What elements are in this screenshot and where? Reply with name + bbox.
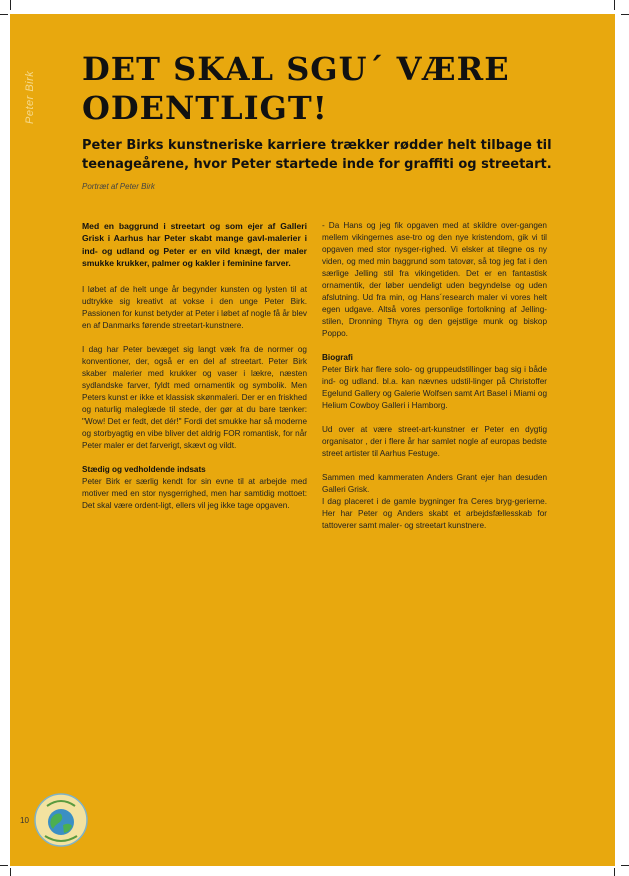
magazine-page: [10, 14, 615, 866]
body-paragraph: I dag har Peter bevæget sig langt væk fra de normer og konventioner, der, også er en del af streetart. Peter Birk skaber malerier med krukker og vaser i lækre, næsten sydlandske farver, fyldt med ornamentik og symbolik. Men Peters kunst er ikke et klassisk skønmaleri. Der er en friskhed og naturlig maleglæde til stede, der gør at du bare tænker: "Wow! Det er fedt, det dér!" Fordi det smukke har så moderne og storbyagtig en vibe bliver det aldrig FOR romantisk, for når Peter maler er det farverigt, skævt og vildt.: [82, 344, 307, 450]
body-paragraph: Ud over at være street-art-kunstner er Peter en dygtig organisator , der i flere år har samlet nogle af europas bedste street artister til Aarhus Festuge.: [322, 425, 547, 458]
page-number: 10: [20, 815, 29, 825]
body-paragraph: I dag placeret i de gamle bygninger fra Ceres bryg-gerierne. Her har Peter og Anders skabt et arbejdsfællesskab for tattoverer samt maler- og streetart kunstnere.: [322, 497, 547, 530]
page-footer: [20, 792, 89, 848]
section-heading: Biografi: [322, 353, 353, 362]
body-paragraph: Sammen med kammeraten Anders Grant ejer han desuden Galleri Grisk.: [322, 473, 547, 494]
left-column: [82, 220, 307, 524]
body-paragraph: Peter Birk har flere solo- og gruppeudstillinger bag sig i både ind- og udland. bl.a. kan nævnes udstil-linger på Christoffer Egelund Gallery og Galerie Wolfsen samt Art Basel i Miami og Helium Cowboy Galleri i Hamborg.: [322, 365, 547, 410]
section-heading: Stædig og vedholdende indsats: [82, 464, 206, 474]
right-column: [322, 220, 547, 544]
article-lead: Peter Birks kunstneriske karriere trækker rødder helt tilbage til teenageårene, hvor Peter startede inde for graffiti og streetart.: [82, 138, 552, 172]
article-title: DET SKAL SGU´ VÆRE ODENTLIGT!: [82, 50, 510, 127]
body-paragraph: Peter Birk er særlig kendt for sin evne til at arbejde med motiver med en stor nysgerrighed, men har samtidig mottoet: Det skal være ordent-ligt, ellers vil jeg ikke tage opgaven.: [82, 476, 307, 510]
side-label: Peter Birk: [24, 70, 36, 124]
photo-credit: Portræt af Peter Birk: [82, 182, 155, 191]
intro-paragraph: Med en baggrund i streetart og som ejer af Galleri Grisk i Aarhus har Peter skabt mange gavl-malerier i ind- og udland og Peter er en vild knægt, der maler smukke krukker, palmer og kakler i feminine farver.: [82, 221, 307, 269]
body-paragraph: - Da Hans og jeg fik opgaven med at skildre over-gangen mellem vikingernes ase-tro og den nye kristendom, gik vi til opgaven med stor nysger-righed. Vi elsker at tilegne os ny viden, og med min baggrund som tatovør, så tog jeg fat i den særlige Jelling stil fra vikingetiden. Det er en fantastisk ornamentik, der løber uendeligt uden begyndelse og uden afslutning. Ud fra min, og Hans´research maler vi vores helt egen udgave. Altså vores personlige fortolkning af Jelling-stilen, Dronning Thyra og den gejstlige munk og biskop Poppo.: [322, 221, 547, 338]
body-paragraph: I løbet af de helt unge år begynder kunsten og lysten til at udtrykke sig kreativt at vokse i den unge Peter Birk. Passionen for kunst betyder at Peter i løbet af nogle få år blev en af Danmarks førende streetart-kunstnere.: [82, 284, 307, 330]
globe-logo-icon: [33, 792, 89, 848]
